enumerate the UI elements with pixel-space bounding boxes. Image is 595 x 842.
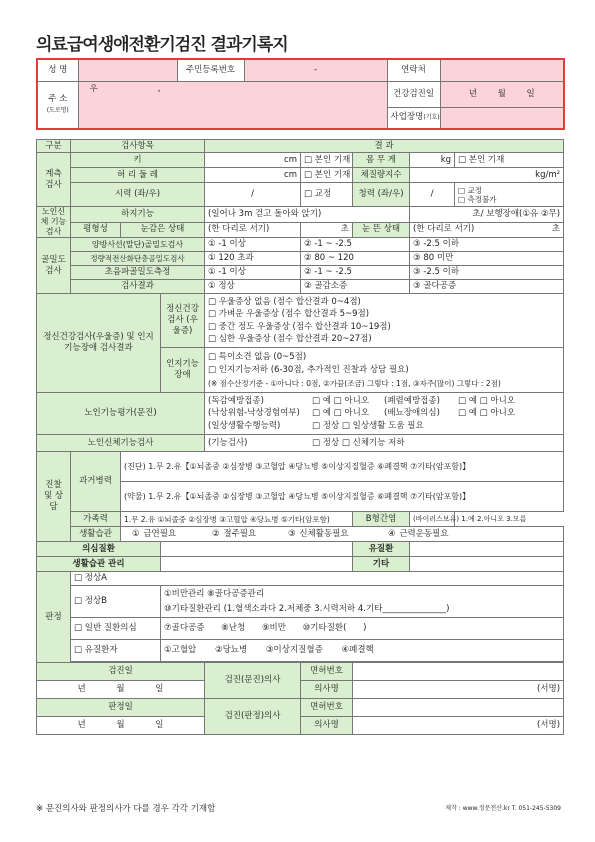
qct-opt3[interactable]: ③ 80 미만 <box>410 252 564 266</box>
clinic-field[interactable] <box>440 107 564 129</box>
height-field[interactable]: cm <box>205 153 301 168</box>
depression-options[interactable]: □ 우울증상 없음 (점수 합산결과 0~4점) □ 가벼운 우울증상 (점수 합산결과 5~9점) □ 중간 정도 우울증상 (점수 합산결과 10~19점) □ 심한 우울증상 (점수 합산결과 20~27점) <box>205 294 564 348</box>
one-leg-text: (한 다리로 서기) <box>205 222 301 238</box>
lower-field[interactable]: 초/ 보행장애(①유 ②무) <box>410 207 564 223</box>
weight-self[interactable]: □ 본인 기재 <box>455 153 564 168</box>
name-label: 성 명 <box>37 59 78 81</box>
waist-field[interactable]: cm <box>205 168 301 183</box>
license-label-2: 면허번호 <box>301 699 353 717</box>
dxa-label: 양방사선(말단)골밀도검사 <box>71 238 205 252</box>
weight-label: 몸 무 게 <box>353 153 410 168</box>
judgment-normal-a[interactable]: □ 정상A <box>71 572 564 586</box>
judgment-general[interactable]: □ 일반 질환의심 <box>71 618 161 640</box>
patient-info-table <box>36 58 565 130</box>
hepb-options[interactable]: (바이러스보유) 1.예 2.아니오 3.모름 <box>410 512 455 527</box>
eyes-closed-field[interactable]: (한 다리로 서기) 초 <box>410 222 564 238</box>
license-field-2[interactable] <box>353 699 564 717</box>
suspected-field[interactable] <box>161 542 353 557</box>
checkup-date-field[interactable]: 년 월 일 <box>37 681 205 699</box>
contact-label: 연락처 <box>387 59 440 81</box>
address-label: 주 소 (도로명) <box>37 81 78 129</box>
cognitive-label: 인지기능장애 <box>161 348 205 393</box>
doctor-q-label: 검진(문진)의사 <box>205 663 301 699</box>
doctor-j-label: 검진(판정)의사 <box>205 699 301 735</box>
dxa-opt1[interactable]: ① -1 이상 <box>205 238 301 252</box>
footer-maker: 제작 : www.정문전산.kr T. 051-245-5309 <box>445 805 561 812</box>
judgment-general-options[interactable]: ⑦골다공증 ⑧난청 ⑨비만 ⑩기타질환( ) <box>161 618 564 640</box>
checkup-date-field[interactable]: 년 월 일 <box>440 81 564 107</box>
habit-options[interactable]: ① 금연필요 ② 절주필요 ③ 신체활동필요 ④ 근력운동필요 <box>121 527 564 542</box>
hepb-label: B형간염 <box>353 512 410 527</box>
depression-label: 정신건강검사 (우울증) <box>161 294 205 348</box>
judgment-group: 판정 <box>37 572 71 663</box>
page-title: 의료급여생애전환기검진 결과기록지 <box>36 35 288 55</box>
hearing-label: 청력 (좌/우) <box>353 183 410 207</box>
rrn-label: 주민등록번호 <box>177 59 244 81</box>
dxa-opt2[interactable]: ② -1 ~ -2.5 <box>301 238 410 252</box>
doctor-name-label-1: 의사명 <box>301 681 353 699</box>
bone-result-opt1[interactable]: ① 정상 <box>205 280 301 294</box>
vision-field[interactable]: / <box>205 183 301 207</box>
license-label-1: 면허번호 <box>301 663 353 681</box>
rrn-field[interactable]: - <box>244 59 387 81</box>
clinic-label: 사업장명(기호) <box>387 107 440 129</box>
measure-group: 계측 검사 <box>37 153 71 207</box>
mental-group: 정신건강검사(우울증) 및 인지기능장애 검사결과 <box>37 294 161 393</box>
other-field[interactable] <box>410 557 564 572</box>
height-self[interactable]: □ 본인 기재 <box>301 153 353 168</box>
habit-mgmt-field[interactable] <box>161 557 353 572</box>
item-header: 검사항목 <box>71 140 205 153</box>
checkup-date-label: 검진일 <box>37 663 205 681</box>
suspected-label: 의심질환 <box>37 542 161 557</box>
qct-opt2[interactable]: ② 80 ~ 120 <box>301 252 410 266</box>
judgment-patient[interactable]: □ 유질환자 <box>71 640 161 662</box>
judgment-normal-b-options[interactable]: ①비만관리 ⑧골다공증관리 ⑩기타질환관리 (1.혈색소과다 2.저체중 3.시력저하 4.기타_______________) <box>161 586 564 618</box>
bone-group: 골밀도 검사 <box>37 238 71 294</box>
history-drug[interactable]: (약물) 1.무 2.유【①뇌졸중 ②심장병 ③고혈압 ④당뇨병 ⑤이상지질혈증 ⑥폐결핵 ⑦기타(암포함)】 <box>121 482 564 512</box>
vision-corrected[interactable]: □ 교정 <box>301 183 353 207</box>
hearing-field[interactable]: / <box>410 183 455 207</box>
other-label: 기타 <box>353 557 410 572</box>
result-header: 결 과 <box>205 140 564 153</box>
elderly-phys-group: 노인신체 기능검사 <box>37 207 71 238</box>
elderly-eval-label: 노인기능평가(문진) <box>37 393 205 435</box>
habit-mgmt-label: 생활습관 관리 <box>37 557 161 572</box>
history-label: 과거병력 <box>71 452 121 512</box>
name-field[interactable] <box>78 59 177 81</box>
judge-date-field[interactable]: 년 월 일 <box>37 717 205 735</box>
eyes-closed-label: 눈 뜬 상태 <box>353 222 410 238</box>
elderly-phys-label: 노인신체기능검사 <box>37 435 205 452</box>
bmi-field[interactable]: kg/m² <box>410 168 564 183</box>
bone-result-opt3[interactable]: ③ 골다공증 <box>410 280 564 294</box>
contact-field[interactable] <box>440 59 564 81</box>
category-header: 구분 <box>37 140 71 153</box>
eyes-open-label: 눈감은 상태 <box>121 222 205 238</box>
height-label: 키 <box>71 153 205 168</box>
qus-opt3[interactable]: ③ -2.5 이하 <box>410 266 564 280</box>
bone-result-label: 검사결과 <box>71 280 205 294</box>
qct-opt1[interactable]: ① 120 초과 <box>205 252 301 266</box>
consult-group: 진찰 및 상담 <box>37 452 71 542</box>
qus-opt1[interactable]: ① -1 이상 <box>205 266 301 280</box>
elderly-eval-options[interactable]: (독감예방접종) □ 예 □ 아니오 (폐렴예방접종) □ 예 □ 아니오 (낙상위험-낙상경험여부) □ 예 □ 아니오 (배뇨장애의심) □ 예 □ 아니오 (일상생활수행능력) □ 정상 □ 일상생활 도움 필요 <box>205 393 564 435</box>
bmi-label: 체질량지수 <box>353 168 410 183</box>
waist-self[interactable]: □ 본인 기재 <box>301 168 353 183</box>
doctor-name-field-1[interactable]: (서명) <box>353 681 564 699</box>
dxa-opt3[interactable]: ③ -2.5 이하 <box>410 238 564 252</box>
qus-label: 초음파골밀도측정 <box>71 266 205 280</box>
qus-opt2[interactable]: ② -1 ~ -2.5 <box>301 266 410 280</box>
checkup-date-label: 건강검진일 <box>387 81 440 107</box>
vision-label: 시력 (좌/우) <box>71 183 205 207</box>
bone-result-opt2[interactable]: ② 골감소증 <box>301 280 410 294</box>
confirmed-field[interactable] <box>410 542 564 557</box>
judgment-patient-options[interactable]: ①고혈압 ②당뇨병 ③이상지질혈증 ④폐결핵 <box>161 640 564 662</box>
qct-label: 정량적전산화단층골밀도검사 <box>71 252 205 266</box>
address-field[interactable]: 우 , <box>78 81 387 129</box>
judge-date-label: 판정일 <box>37 699 205 717</box>
weight-field[interactable]: kg <box>410 153 455 168</box>
elderly-phys-options[interactable]: (기능검사) □ 정상 □ 신체기능 저하 <box>205 435 564 452</box>
history-diagnosis[interactable]: (진단) 1.무 2.유【①뇌졸중 ②심장병 ③고혈압 ④당뇨병 ⑤이상지질혈증 ⑥폐결핵 ⑦기타(암포함)】 <box>121 452 564 482</box>
confirmed-label: 유질환 <box>353 542 410 557</box>
license-field-1[interactable] <box>353 663 564 681</box>
habit-label: 생활습관 <box>71 527 121 542</box>
results-table <box>36 139 564 735</box>
lower-label: 하지기능 <box>71 207 205 223</box>
doctor-name-field-2[interactable]: (서명) <box>353 717 564 735</box>
waist-label: 허 리 둘 레 <box>71 168 205 183</box>
family-label: 가족력 <box>71 512 121 527</box>
cognitive-options[interactable]: □ 특이소견 없음 (0~5점) □ 인지기능저하 (6-30점, 추가적인 진찰과 상담 필요) (※ 점수산정기준 - ①아니다 : 0점, ②가끔(조금) 그렇다 : 1점, ③자주(많이) 그렇다 : 2점) <box>205 348 564 393</box>
hearing-options[interactable]: □ 교정 □ 측정불가 <box>455 183 564 207</box>
family-options[interactable]: 1.무 2.유 ①뇌졸중 ②심장병 ③고혈압 ④당뇨병 ⑤기타(암포함) <box>121 512 353 527</box>
balance-label: 평형성 <box>71 222 121 238</box>
eyes-open-field[interactable]: 초 <box>301 222 353 238</box>
footer-note: ※ 문진의사와 판정의사가 다를 경우 각각 기재함 <box>36 804 216 814</box>
judgment-normal-b[interactable]: □ 정상B <box>71 586 161 618</box>
lower-text: (일어나 3m 걷고 돌아와 앉기) <box>205 207 410 223</box>
doctor-name-label-2: 의사명 <box>301 717 353 735</box>
